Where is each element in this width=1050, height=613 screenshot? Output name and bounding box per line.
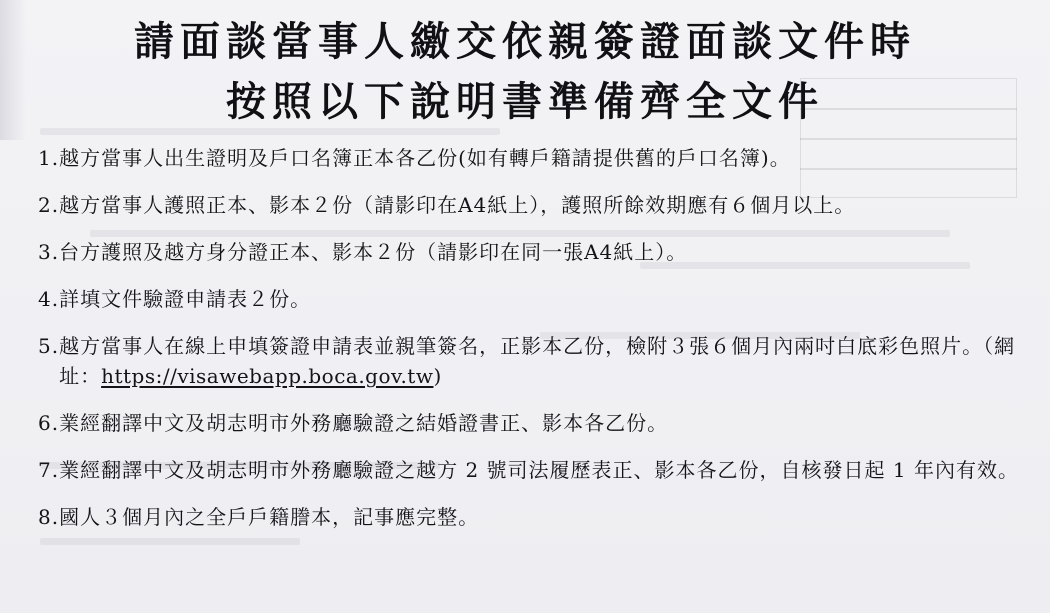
bleed-through-line [40,128,500,135]
item-text [59,331,1028,391]
requirements-list [38,143,1028,549]
document-title-line2: 按照以下說明書準備齊全文件 [226,79,824,125]
item-text: 越方當事人出生證明及戶口名簿正本各乙份(如有轉戶籍請提供舊的戶口名簿)。 [59,146,791,170]
list-item [38,143,1028,173]
item-number: 4. [38,287,60,311]
visa-website-link[interactable]: https://visawebapp.boca.gov.tw [101,364,434,388]
list-item [38,408,1028,438]
item-text: 詳填文件驗證申請表２份。 [59,287,312,311]
list-item [38,502,1028,532]
item-number: 6. [38,411,60,435]
item-text-before-url: 越方當事人在線上申填簽證申請表並親筆簽名，正影本乙份，檢附３張６個月內兩吋白底彩色照片。（網址： [59,334,1016,388]
list-item [38,455,1028,485]
item-number: 7. [38,458,60,482]
item-text: 業經翻譯中文及胡志明市外務廳驗證之越方 2 號司法履歷表正、影本各乙份，自核發日起 1 年內有效。 [59,458,1019,482]
item-text: 越方當事人護照正本、影本２份（請影印在A4紙上），護照所餘效期應有６個月以上。 [59,193,856,217]
item-number: 5. [38,334,60,358]
list-item [38,331,1028,391]
list-item [38,284,1028,314]
item-number: 2. [38,193,60,217]
item-text: 國人３個月內之全戶戶籍謄本，記事應完整。 [59,505,480,529]
item-text-after-url: ) [433,364,443,388]
item-number: 8. [38,505,60,529]
item-text: 台方護照及越方身分證正本、影本２份（請影印在同一張A4紙上）。 [59,240,688,264]
document-title-line1: 請面談當事人繳交依親簽證面談文件時 [134,19,916,65]
list-item [38,237,1028,267]
list-item [38,190,1028,220]
item-number: 3. [38,240,60,264]
bleed-through-table-row [800,138,1017,140]
item-text: 業經翻譯中文及胡志明市外務廳驗證之結婚證書正、影本各乙份。 [59,411,669,435]
item-number: 1. [38,146,60,170]
